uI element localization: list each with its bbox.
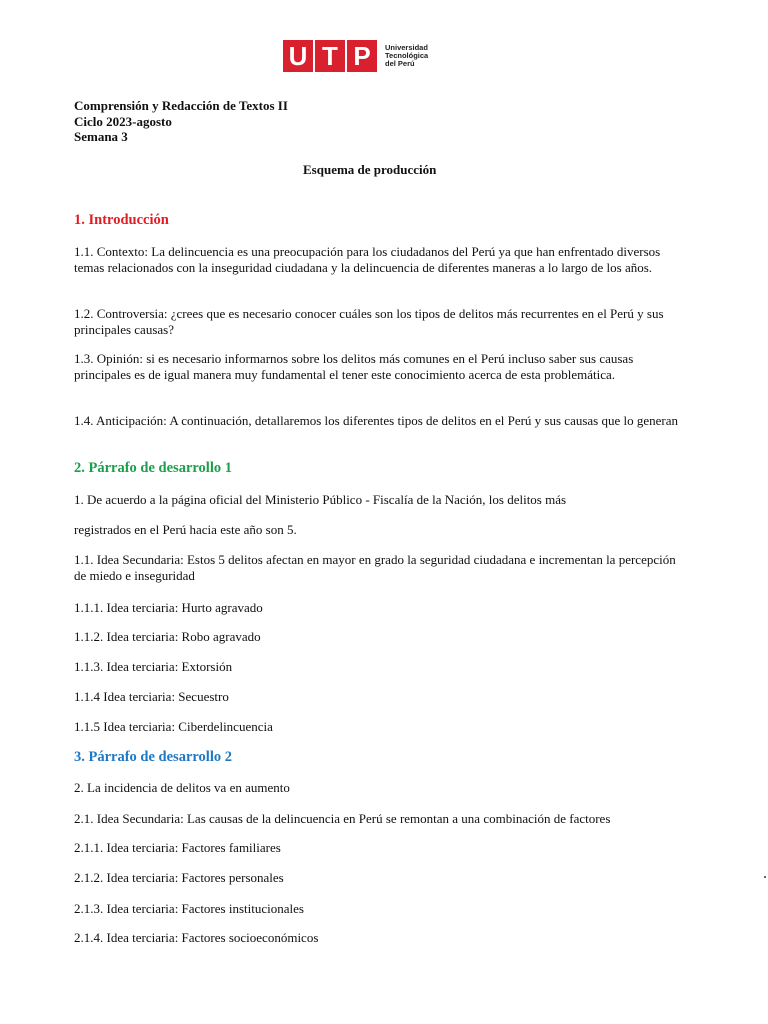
utp-logo <box>283 40 428 72</box>
intro-opinion: 1.3. Opinión: si es necesario informarnos sobre los delitos más comunes en el Perú incluso saber sus causas principales es de igual manera muy fundamental el tener este conocimiento acerca de esta problemática. <box>74 351 634 382</box>
dev2-tertiary-item: 2.1.2. Idea terciaria: Factores personales <box>74 870 284 885</box>
course-name: Comprensión y Redacción de Textos II <box>74 98 288 113</box>
logo-letter-u: U <box>283 40 313 72</box>
dev1-tertiary-item: 1.1.4 Idea terciaria: Secuestro <box>74 689 229 704</box>
dev2-secondary: 2.1. Idea Secundaria: Las causas de la delincuencia en Perú se remontan a una combinación de factores <box>74 811 611 826</box>
dev1-tertiary-item: 1.1.3. Idea terciaria: Extorsión <box>74 659 233 674</box>
dev2-tertiary-item: 2.1.4. Idea terciaria: Factores socioeconómicos <box>74 930 319 945</box>
page-edge-mark <box>764 876 766 878</box>
document-header <box>74 98 288 145</box>
dev2-heading: 3. Párrafo de desarrollo 2 <box>74 749 232 765</box>
week-label: Semana 3 <box>74 129 128 144</box>
dev1-secondary: 1.1. Idea Secundaria: Estos 5 delitos afectan en mayor en grado la seguridad ciudadana e incrementan la percepción de miedo e inseguridad <box>74 552 676 583</box>
logo-letter-t: T <box>315 40 345 72</box>
dev2-main: 2. La incidencia de delitos va en aumento <box>74 780 290 795</box>
dev1-main-line2: registrados en el Perú hacia este año son 5. <box>74 522 297 537</box>
intro-context: 1.1. Contexto: La delincuencia es una preocupación para los ciudadanos del Perú ya que han enfrentado diversos temas relacionados con la inseguridad ciudadana y la delincuencia de diferentes maneras a lo largo de los años. <box>74 244 661 275</box>
dev1-tertiary-item: 1.1.5 Idea terciaria: Ciberdelincuencia <box>74 719 273 734</box>
dev1-tertiary-item: 1.1.2. Idea terciaria: Robo agravado <box>74 629 261 644</box>
logo-name-line: Universidad <box>385 43 428 52</box>
dev1-main-line1: 1. De acuerdo a la página oficial del Ministerio Público - Fiscalía de la Nación, los delitos más <box>74 492 567 507</box>
logo-name-line: del Perú <box>385 59 415 68</box>
dev1-heading: 2. Párrafo de desarrollo 1 <box>74 460 232 476</box>
cycle-label: Ciclo 2023-agosto <box>74 113 172 129</box>
logo-letter-p: P <box>347 40 377 72</box>
intro-anticipation: 1.4. Anticipación: A continuación, detallaremos los diferentes tipos de delitos en el Perú y sus causas que lo generan <box>74 413 678 428</box>
logo-name-line: Tecnológica <box>385 51 429 60</box>
dev2-tertiary-item: 2.1.3. Idea terciaria: Factores institucionales <box>74 901 304 916</box>
dev1-tertiary-item: 1.1.1. Idea terciaria: Hurto agravado <box>74 600 263 615</box>
intro-controversy: 1.2. Controversia: ¿crees que es necesario conocer cuáles son los tipos de delitos más recurrentes en el Perú y sus principales causas? <box>74 306 664 337</box>
logo-name <box>385 44 428 68</box>
dev2-tertiary-item: 2.1.1. Idea terciaria: Factores familiares <box>74 840 281 855</box>
document-title: Esquema de producción <box>303 162 437 177</box>
intro-heading: 1. Introducción <box>74 212 169 228</box>
